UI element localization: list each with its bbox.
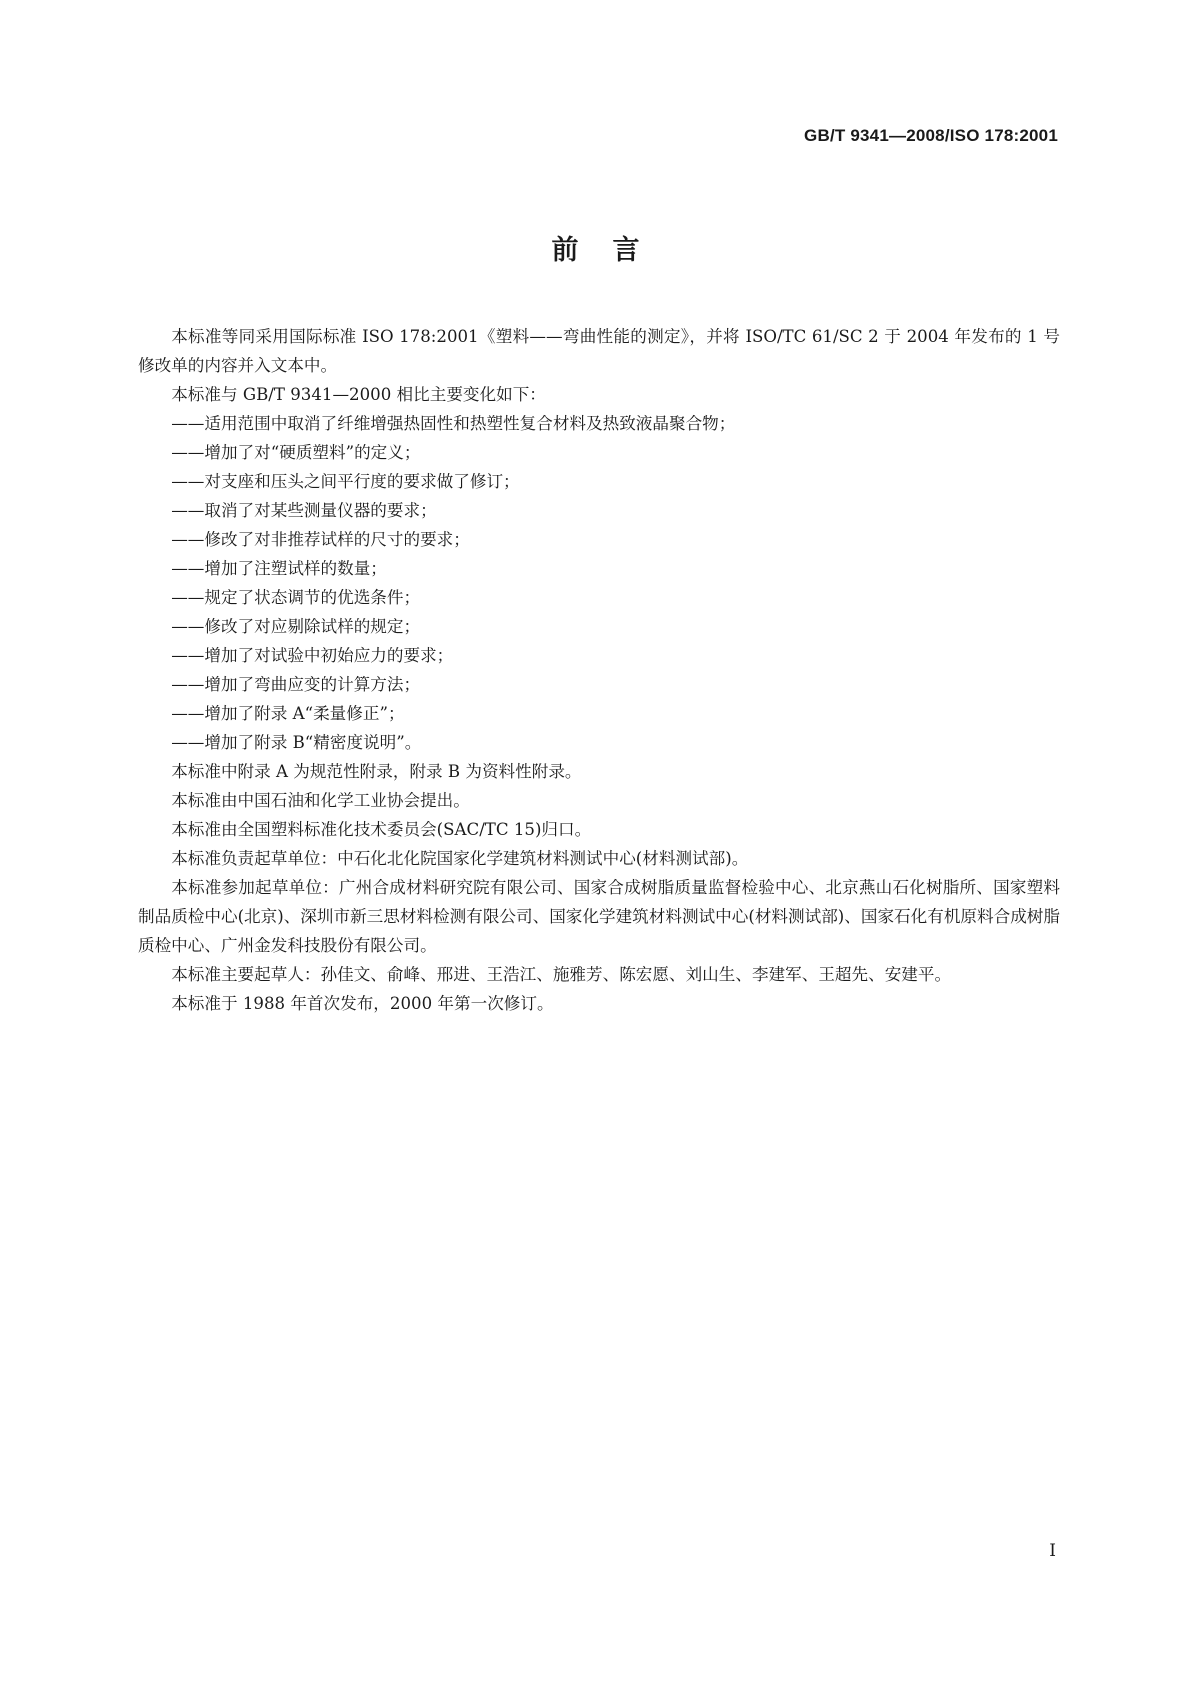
change-item: ——修改了对非推荐试样的尺寸的要求； [171,530,470,549]
change-item: ——修改了对应剔除试样的规定； [171,617,421,636]
change-item: ——规定了状态调节的优选条件； [171,588,421,607]
page-number: I [1049,1541,1056,1561]
change-item: ——适用范围中取消了纤维增强热固性和热塑性复合材料及热致液晶聚合物； [171,414,736,433]
lead-drafter-paragraph: 本标准负责起草单位：中石化北化院国家化学建筑材料测试中心(材料测试部)。 [171,849,749,868]
change-item: ——增加了注塑试样的数量； [171,559,387,578]
standard-code: GB/T 9341—2008/ISO 178:2001 [804,126,1058,145]
annex-note-paragraph: 本标准中附录 A 为规范性附录，附录 B 为资料性附录。 [171,762,582,781]
document-body [138,322,1060,1018]
participating-drafters-paragraph: 本标准参加起草单位：广州合成材料研究院有限公司、国家合成树脂质量监督检验中心、北京燕山石化树脂所、国家塑料制品质检中心(北京)、深圳市新三思材料检测有限公司、国家化学建筑材料测试中心(材料测试部)、国家石化有机原料合成树脂质检中心、广州金发科技股份有限公司。 [138,878,1060,955]
change-item: ——增加了对试验中初始应力的要求； [171,646,454,665]
history-paragraph: 本标准于 1988 年首次发布，2000 年第一次修订。 [171,994,554,1013]
committee-paragraph: 本标准由全国塑料标准化技术委员会(SAC/TC 15)归口。 [171,820,592,839]
change-item: ——增加了附录 B“精密度说明”。 [171,733,422,752]
change-item: ——增加了弯曲应变的计算方法； [171,675,421,694]
changes-list [138,409,1060,757]
changes-intro-paragraph: 本标准与 GB/T 9341—2000 相比主要变化如下： [171,385,546,404]
change-item: ——增加了对“硬质塑料”的定义； [171,443,421,462]
change-item: ——增加了附录 A“柔量修正”； [171,704,405,723]
page-title: 前言 [551,235,674,266]
change-item: ——取消了对某些测量仪器的要求； [171,501,437,520]
proposer-paragraph: 本标准由中国石油和化学工业协会提出。 [171,791,470,810]
intro-paragraph: 本标准等同采用国际标准 ISO 178:2001《塑料——弯曲性能的测定》，并将 ISO/TC 61/SC 2 于 2004 年发布的 1 号修改单的内容并入文本中。 [138,327,1060,375]
main-drafters-paragraph: 本标准主要起草人：孙佳文、俞峰、邢进、王浩江、施雅芳、陈宏愿、刘山生、李建军、王超先、安建平。 [171,965,952,984]
change-item: ——对支座和压头之间平行度的要求做了修订； [171,472,520,491]
